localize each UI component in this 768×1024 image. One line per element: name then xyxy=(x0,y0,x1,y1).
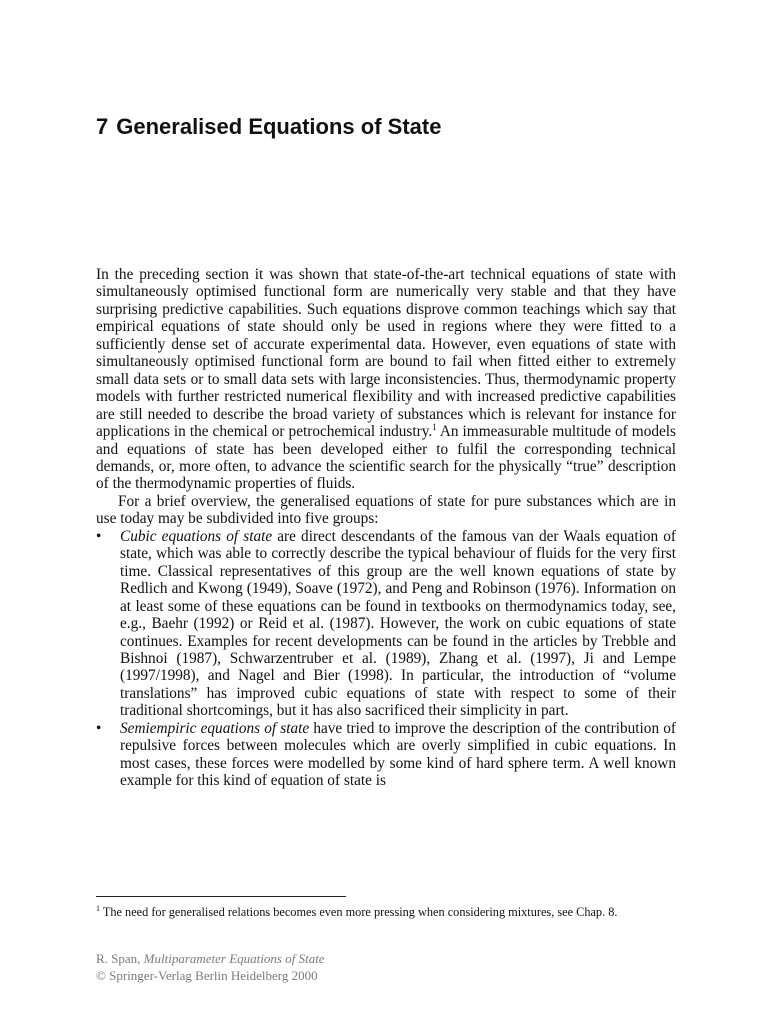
list-item-text: have tried to improve the description of the contribution of repulsive forces between molecules which are overly simplified in cubic equations. In most cases, these forces were modelled by some kind of hard sphere term. A well known example for this kind of equation of state is xyxy=(120,719,676,790)
footnote-divider xyxy=(96,896,346,897)
bullet-icon: • xyxy=(96,719,102,737)
bullet-icon: • xyxy=(96,527,102,545)
body-text xyxy=(96,266,676,790)
chapter-title-text: Generalised Equations of State xyxy=(116,114,442,139)
source-copyright: © Springer-Verlag Berlin Heidelberg 2000 xyxy=(96,968,318,983)
source-author: R. Span, xyxy=(96,951,144,966)
paragraph-1-continuation: An immeasurable multitude of models and equations of state has been developed either to fulfil the corresponding technical demands, or, more often, to advance the scientific search for the physically “true” description of the thermodynamic properties of fluids. xyxy=(96,423,676,493)
chapter-number: 7 xyxy=(96,114,109,139)
list-item-text: are direct descendants of the famous van der Waals equation of state, which was able to correctly describe the typical behaviour of fluids for the very first time. Classical representatives of this group are the well known equations of state by Redlich and Kwong (1949), Soave (1972), and Peng and Robinson (1976). Information on at least some of these equations can be found in textbooks on thermodynamics today, see, e.g., Baehr (1992) or Reid et al. (1987). However, the work on cubic equations of state continues. Examples for recent developments can be found in the articles by Trebble and Bishnoi (1987), Schwarzentruber et al. (1989), Zhang et al. (1997), Ji and Lempe (1997/1998), and Nagel and Bier (1998). In particular, the introduction of “volume translations” has improved cubic equations of state with respect to some of their traditional shortcomings, but it has also sacrificed their simplicity in part. xyxy=(120,527,676,720)
source-book-title: Multiparameter Equations of State xyxy=(143,951,325,966)
equation-groups-list xyxy=(96,528,676,790)
footnote-reference: 1 xyxy=(432,422,437,433)
footnote-text: The need for generalised relations becomes even more pressing when considering mixtures, see Chap. 8. xyxy=(102,905,618,919)
list-item xyxy=(96,720,676,790)
list-item-term: Semiempiric equations of state xyxy=(120,719,310,737)
list-item xyxy=(96,528,676,720)
list-item-term: Cubic equations of state xyxy=(120,527,273,545)
footnote xyxy=(96,904,676,920)
chapter-title xyxy=(96,114,441,140)
paragraph-2: For a brief overview, the generalised equations of state for pure substances which are in use today may be subdivided into five groups: xyxy=(96,492,676,528)
paragraph-1-text: In the preceding section it was shown that state-of-the-art technical equations of state with simultaneously optimised functional form are numerically very stable and that they have surprising predictive capabilities. Such equations disprove common teachings which say that empirical equations of state should only be used in regions where they were fitted to a sufficiently dense set of accurate experimental data. However, even equations of state with simultaneously optimised functional form are bound to fail when fitted either to extremely small data sets or to small data sets with large inconsistencies. Thus, thermodynamic property models with further restricted numerical flexibility and with increased predictive capabilities are still needed to describe the broad variety of substances which is relevant for instance for applications in the chemical or petrochemical industry. xyxy=(96,266,676,441)
footnote-marker: 1 xyxy=(96,904,100,913)
paragraph-1 xyxy=(96,266,676,493)
source-line xyxy=(96,950,325,984)
